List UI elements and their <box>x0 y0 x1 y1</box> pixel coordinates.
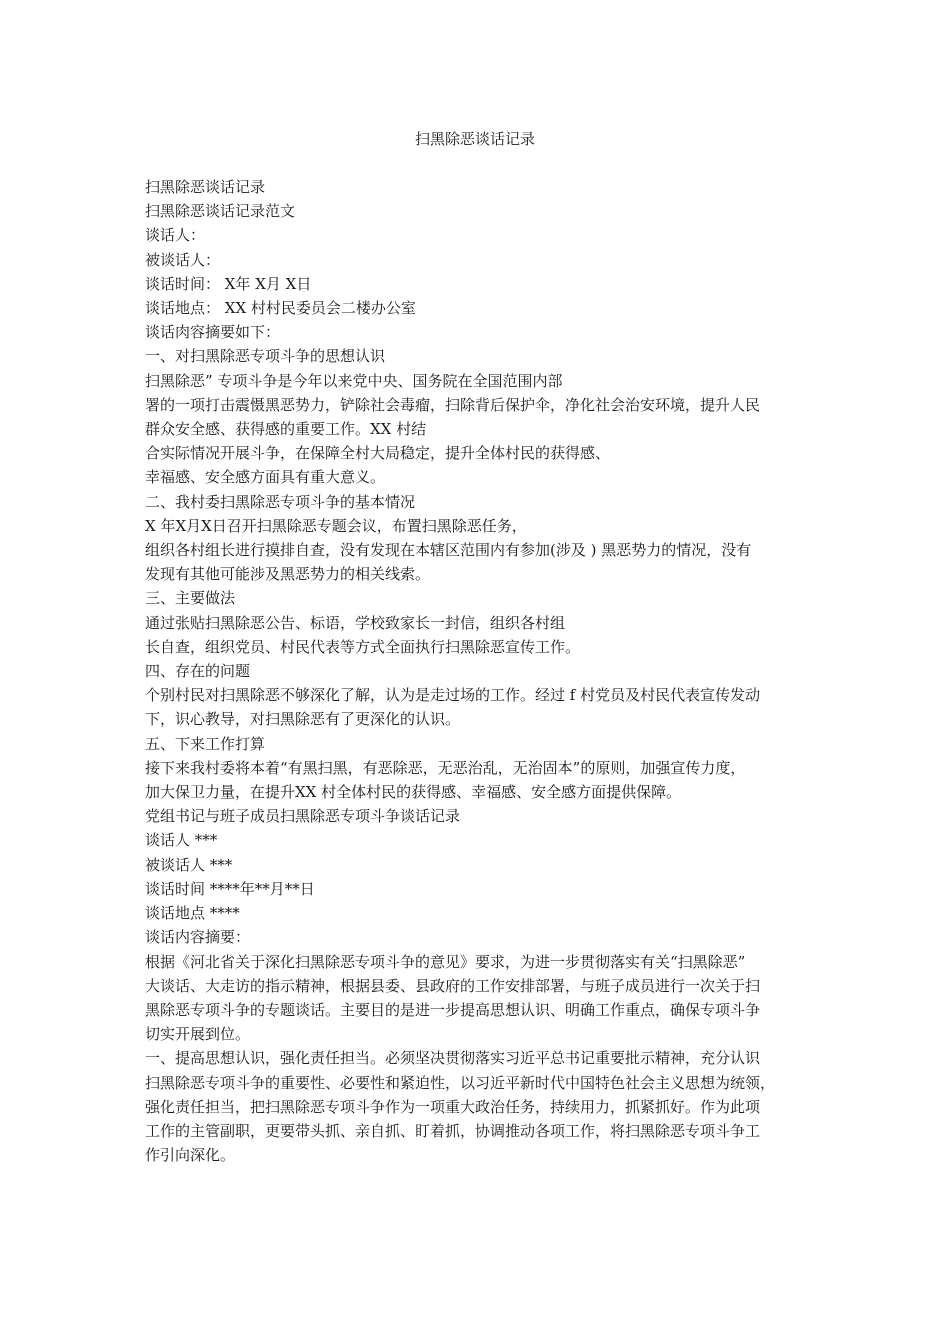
text-line: 四、存在的问题 <box>145 662 251 681</box>
text-line: 强化责任担当，把扫黑除恶专项斗争作为一项重大政治任务，持续用力，抓紧抓好。作为此项 <box>145 1097 761 1116</box>
text-line: 组织各村组长进行摸排自查，没有发现在本辖区范围内有参加(涉及 ) 黑恶势力的情况，没有 <box>145 541 752 560</box>
text-line: 黑除恶专项斗争的专题谈话。主要目的是进一步提高思想认识、明确工作重点，确保专项斗争 <box>145 1000 761 1019</box>
text-line: 五、下来工作打算 <box>145 734 266 753</box>
text-line: 大谈话、大走访的指示精神，根据县委、县政府的工作安排部署，与班子成员进行一次关于扫 <box>145 976 761 995</box>
text-line: 切实开展到位。 <box>145 1025 251 1044</box>
text-line: X 年X月X日召开扫黑除恶专题会议，布置扫黑除恶任务， <box>145 516 527 535</box>
text-line: 谈话肉容摘要如下： <box>145 323 281 342</box>
text-line: 长自查，组织党员、村民代表等方式全面执行扫黑除恶宣传工作。 <box>145 637 581 656</box>
text-line: 工作的主管副职，更要带头抓、亲自抓、盯着抓，协调推动各项工作，将扫黑除恶专项斗争工 <box>145 1121 761 1140</box>
text-line: 个别村民对扫黑除恶不够深化了解，认为是走过场的工作。经过 f 村党员及村民代表宣传发动 <box>145 686 761 705</box>
text-line: 谈话内容摘要： <box>145 928 251 947</box>
text-line: 扫黑除恶谈话记录范文 <box>145 202 296 221</box>
text-line: 一、提高思想认识，强化责任担当。必须坚决贯彻落实习近平总书记重要批示精神，充分认识 <box>145 1049 761 1068</box>
text-line: 根据《河北省关于深化扫黑除恶专项斗争的意见》要求，为进一步贯彻落实有关“扫黑除恶” <box>145 952 746 971</box>
text-line: 合实际情况开展斗争，在保障全村大局稳定，提升全体村民的获得感、 <box>145 444 611 463</box>
text-line: 发现有其他可能涉及黑恶势力的相关线索。 <box>145 565 431 584</box>
text-line: 谈话人： <box>145 226 206 245</box>
text-line: 幸福感、安全感方面具有重大意义。 <box>145 468 386 487</box>
text-line: 下，识心教导，对扫黑除恶有了更深化的认识。 <box>145 710 461 729</box>
text-line: 扫黑除恶谈话记录 <box>145 178 266 196</box>
text-line: 被谈话人 *** <box>145 855 233 874</box>
text-line: 谈话时间 ****年**月**日 <box>145 879 315 898</box>
text-line: 谈话时间： X年 X月 X日 <box>145 274 312 293</box>
text-line: 扫黑除恶” 专项斗争是今年以来党中央、国务院在全国范围内部 <box>145 371 563 390</box>
text-line: 一、对扫黑除恶专项斗争的思想认识 <box>145 347 386 366</box>
document-title: 扫黑除恶谈话记录 <box>414 130 535 148</box>
text-line: 通过张贴扫黑除恶公告、标语，学校致家长一封信，组织各村组 <box>145 613 566 632</box>
text-line: 署的一项打击震慑黑恶势力，铲除社会毒瘤，扫除背后保护伞，净化社会治安环境，提升人民 <box>145 395 761 414</box>
text-line: 二、我村委扫黑除恶专项斗争的基本情况 <box>145 492 416 511</box>
text-line: 谈话人 *** <box>145 831 218 850</box>
text-line: 作引向深化。 <box>145 1146 236 1165</box>
text-line: 扫黑除恶专项斗争的重要性、必要性和紧迫性，以习近平新时代中国特色社会主义思想为统领， <box>145 1073 776 1092</box>
text-line: 加大保卫力量，在提升XX 村全体村民的获得感、幸福感、安全感方面提供保障。 <box>145 783 682 802</box>
text-line: 被谈话人： <box>145 250 221 269</box>
text-line: 谈话地点： XX 村村民委员会二楼办公室 <box>145 299 416 318</box>
text-line: 谈话地点 **** <box>145 904 240 923</box>
text-line: 群众安全感、获得感的重要工作。XX 村结 <box>145 420 427 439</box>
text-line: 党组书记与班子成员扫黑除恶专项斗争谈话记录 <box>145 807 461 826</box>
text-line: 接下来我村委将本着“有黑扫黑，有恶除恶，无恶治乱，无治固本”的原则，加强宣传力度， <box>145 758 746 777</box>
document-body <box>145 175 810 1167</box>
text-line: 三、主要做法 <box>145 589 236 608</box>
